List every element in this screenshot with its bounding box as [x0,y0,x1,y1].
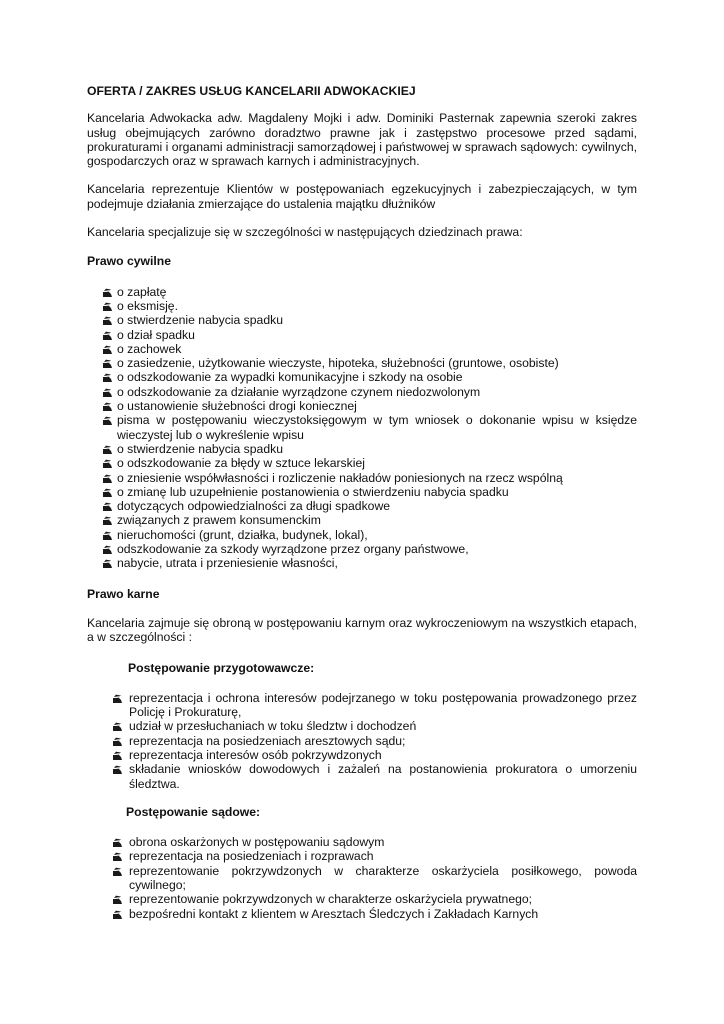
bullet-icon [113,910,122,919]
bullet-icon [113,765,122,774]
bullet-icon [103,545,112,554]
list-item [87,734,637,748]
list-item-text: o zapłatę [117,284,167,299]
list-item-text: o ustanowienie służebności drogi koniecznej [117,399,357,414]
bullet-icon [113,751,122,760]
list-item [87,892,637,906]
list-item [87,399,637,413]
bullet-icon [103,302,112,311]
list-item [87,835,637,849]
list-item-text: o odszkodowanie za działanie wyrządzone czynem niedozwolonym [117,384,481,399]
bullet-icon [103,516,112,525]
list-item-text: dotyczących odpowiedzialności za długi spadkowe [117,499,391,514]
list-item-text: reprezentowanie pokrzywdzonych w charakterze oskarżyciela prywatnego; [129,892,533,907]
list-item-text: obrona oskarżonych w postępowaniu sądowym [129,835,385,850]
list-item [87,385,637,399]
list-item [87,299,637,313]
list-item [87,556,637,570]
list-item-text: składanie wniosków dowodowych i zażaleń na postanowienia prokuratora o umorzeniu śledztwa. [129,762,637,791]
preparatory-proceedings-heading: Postępowanie przygotowawcze: [128,660,315,675]
list-item [87,442,637,456]
list-item-text: nabycie, utrata i przeniesienie własności, [117,556,338,571]
bullet-icon [103,531,112,540]
document-content [87,84,637,937]
bullet-icon [103,316,112,325]
bullet-icon [113,838,122,847]
list-item [87,456,637,470]
enforcement-paragraph: Kancelaria reprezentuje Klientów w postępowaniach egzekucyjnych i zabezpieczających, w tym podejmuje działania zmierzające do ustalenia majątku dłużników [87,182,637,211]
bullet-icon [103,373,112,382]
bullet-icon [103,331,112,340]
list-item-text: o zachowek [117,341,182,356]
list-item-text: nieruchomości (grunt, działka, budynek, lokal), [117,527,368,542]
list-item-text: reprezentacja na posiedzeniach i rozprawach [129,849,374,864]
list-item [87,513,637,527]
list-item [87,328,637,342]
list-item-text: o zasiedzenie, użytkowanie wieczyste, hipoteka, służebności (gruntowe, osobiste) [117,356,559,371]
list-item-text: o dział spadku [117,327,195,342]
list-item-text: związanych z prawem konsumenckim [117,513,321,528]
bullet-icon [103,359,112,368]
list-item [87,849,637,863]
civil-law-heading: Prawo cywilne [87,254,171,269]
bullet-icon [113,895,122,904]
bullet-icon [103,416,112,425]
intro-paragraph: Kancelaria Adwokacka adw. Magdaleny Mojki i adw. Dominiki Pasternak zapewnia szeroki zakres usług obejmujących zarówno doradztwo prawne jak i zastępstwo procesowe przed sądami, prokuraturami i organami administracji samorządowej i państwowej w sprawach sądowych: cywilnych, gospodarczych oraz w sprawach karnych i administracyjnych. [87,111,637,169]
list-item-text: reprezentacja i ochrona interesów podejrzanego w toku postępowania prowadzonego przez Policję i Prokuraturę, [129,690,637,720]
list-item [87,748,637,762]
list-item-text: odszkodowanie za szkody wyrządzone przez organy państwowe, [117,542,469,557]
list-item [87,864,637,893]
bullet-icon [113,722,122,731]
bullet-icon [103,559,112,568]
list-item-text: o odszkodowanie za błędy w sztuce lekarskiej [117,456,365,471]
bullet-icon [103,445,112,454]
list-item [87,542,637,556]
list-item [87,528,637,542]
bullet-icon [113,867,122,876]
bullet-icon [103,488,112,497]
list-item-text: o stwierdzenie nabycia spadku [117,313,283,328]
list-item-text: udział w przesłuchaniach w toku śledztw i dochodzeń [129,719,417,734]
list-item [87,356,637,370]
list-item [87,313,637,327]
specialization-paragraph: Kancelaria specjalizuje się w szczególności w następujących dziedzinach prawa: [87,225,523,240]
court-proceedings-heading: Postępowanie sądowe: [126,804,261,819]
bullet-icon [113,852,122,861]
bullet-icon [103,474,112,483]
list-item-text: o zmianę lub uzupełnienie postanowienia o stwierdzeniu nabycia spadku [117,484,509,499]
preparatory-proceedings-list [87,691,637,791]
list-item-text: bezpośredni kontakt z klientem w Aresztach Śledczych i Zakładach Karnych [129,906,539,921]
civil-law-list [87,285,637,571]
list-item [87,907,637,921]
bullet-icon [103,288,112,297]
list-item-text: o odszkodowanie za wypadki komunikacyjne i szkody na osobie [117,370,463,385]
bullet-icon [103,402,112,411]
list-item [87,370,637,384]
list-item [87,719,637,733]
list-item [87,691,637,720]
list-item [87,499,637,513]
list-item-text: o stwierdzenie nabycia spadku [117,441,283,456]
bullet-icon [103,502,112,511]
list-item [87,762,637,791]
list-item-text: o eksmisję. [117,298,178,313]
criminal-law-heading: Prawo karne [87,586,160,601]
bullet-icon [103,345,112,354]
bullet-icon [103,388,112,397]
bullet-icon [113,694,122,703]
list-item [87,285,637,299]
list-item-text: reprezentowanie pokrzywdzonych w charakterze oskarżyciela posiłkowego, powoda cywilnego; [129,863,637,893]
bullet-icon [113,737,122,746]
list-item-text: reprezentacja interesów osób pokrzywdzonych [129,747,382,762]
document-title: OFERTA / ZAKRES USŁUG KANCELARII ADWOKACKIEJ [87,84,416,98]
bullet-icon [103,459,112,468]
list-item-text: reprezentacja na posiedzeniach aresztowych sądu; [129,733,406,748]
court-proceedings-list [87,835,637,921]
list-item [87,342,637,356]
list-item-text: o zniesienie współwłasności i rozliczenie nakładów poniesionych na rzecz wspólną [117,470,563,485]
criminal-intro-paragraph: Kancelaria zajmuje się obroną w postępowaniu karnym oraz wykroczeniowym na wszystkich etapach, a w szczególności : [87,615,637,645]
list-item-text: pisma w postępowaniu wieczystoksięgowym w tym wniosek o dokonanie wpisu w księdze wieczystej lub o wykreślenie wpisu [117,413,637,442]
list-item [87,485,637,499]
list-item [87,471,637,485]
list-item [87,413,637,442]
